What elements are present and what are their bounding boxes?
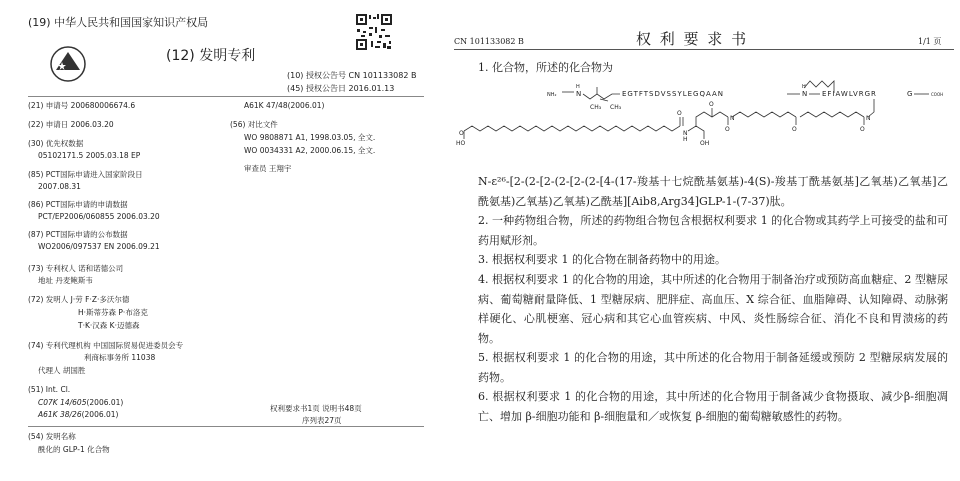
field-agent: 代理人 胡国胜 [38, 366, 86, 375]
field-filing-date: (22) 申请日 2006.03.20 [28, 120, 114, 129]
peptide-end: G [907, 90, 913, 98]
svg-text:N: N [802, 90, 808, 98]
svg-text:CH₃: CH₃ [590, 104, 602, 111]
ipc-a61k: A61K 47/48(2006.01) [244, 101, 325, 110]
grant-number: (10) 授权公告号 CN 101133082 B [287, 71, 417, 80]
svg-text:NH₂: NH₂ [547, 92, 557, 98]
svg-text:H: H [576, 84, 580, 90]
svg-text:HO: HO [456, 140, 466, 147]
field-inventors-3: T·K·汉森 K·迈德森 [78, 321, 140, 330]
svg-text:N: N [576, 90, 582, 98]
svg-text:N: N [730, 115, 735, 122]
field-inventors: (72) 发明人 J·劳 F·Z·多沃尔德 [28, 295, 130, 304]
claims-page-number: 1/1 页 [918, 37, 942, 46]
claim-3: 3. 根据权利要求 1 的化合物在制备药物中的用途。 [478, 253, 726, 266]
svg-text:O: O [725, 126, 730, 133]
office-header: (19) 中华人民共和国国家知识产权局 [28, 16, 209, 29]
page-counts: 权利要求书1页 说明书48页 [270, 404, 362, 413]
grant-date: (45) 授权公告日 2016.01.13 [287, 84, 395, 93]
claims-page [450, 0, 960, 481]
field-patentee: (73) 专利权人 诺和诺德公司 [28, 264, 124, 273]
claims-section-title: 权 利 要 求 书 [636, 30, 749, 48]
field-pct-application-value: PCT/EP2006/060855 2006.03.20 [38, 212, 160, 221]
citation-1: WO 9808871 A1, 1998.03.05, 全文. [244, 133, 376, 142]
peptide-sequence-2: EFIAWLVRGR [822, 90, 877, 98]
svg-text:O: O [459, 130, 464, 137]
citations-label: (56) 对比文件 [230, 120, 278, 129]
field-agency: (74) 专利代理机构 中国国际贸易促进委员会专 [28, 341, 184, 350]
peptide-sequence-1: EGTFTSDVSSYLEGQAAN [622, 90, 724, 98]
field-pct-publication-value: WO2006/097537 EN 2006.09.21 [38, 242, 160, 251]
doc-type-title: (12) 发明专利 [166, 48, 256, 64]
field-national-phase-value: 2007.08.31 [38, 182, 81, 191]
claim-6: 6. 根据权利要求 1 的化合物的用途，其中所述的化合物用于制备减少食物摄取、减少β-细胞凋亡、增加 β-细胞功能和 β-细胞量和／或恢复 β-细胞的葡萄糖敏感性的药物。 [478, 390, 948, 423]
claims-doc-no: CN 101133082 B [454, 37, 524, 46]
field-pct-application-label: (86) PCT国际申请的申请数据 [28, 200, 128, 209]
field-int-cl-2: A61K 38/26(2006.01) [38, 410, 119, 419]
claims-header-rule [454, 49, 954, 50]
field-address: 地址 丹麦鲍斯韦 [38, 276, 93, 285]
field-int-cl-1: C07K 14/605(2006.01) [38, 398, 124, 407]
svg-text:O: O [677, 110, 682, 117]
header-divider [28, 96, 424, 97]
claim-1-intro: 1. 化合物，所述的化合物为 [478, 61, 613, 74]
qr-code-icon [355, 13, 393, 51]
field-national-phase-label: (85) PCT国际申请进入国家阶段日 [28, 170, 143, 179]
svg-text:O: O [860, 126, 865, 133]
cooh-terminus: COOH [931, 92, 944, 97]
invention-title: 酰化的 GLP-1 化合物 [38, 445, 110, 454]
citation-2: WO 0034331 A2, 2000.06.15, 全文. [244, 146, 376, 155]
claim-4: 4. 根据权利要求 1 的化合物的用途，其中所述的化合物用于制备治疗或预防高血糖症、2 型糖尿病、葡萄糖耐量降低、1 型糖尿病、肥胖症、高血压、X 综合征、血脂障碍、认知障碍、动脉粥样硬化、心肌梗塞、冠心病和其它心血管疾病、中风、炎性肠综合征、消化不良和胃溃疡的药物。 [478, 273, 948, 345]
field-inventors-2: H·斯蒂芬森 P·布洛克 [78, 308, 148, 317]
svg-text:N: N [866, 115, 871, 122]
field-priority-label: (30) 优先权数据 [28, 139, 84, 148]
svg-text:H: H [802, 84, 806, 90]
svg-text:CH₃: CH₃ [610, 104, 622, 111]
title-label: (54) 发明名称 [28, 432, 76, 441]
field-agency-2: 利商标事务所 11038 [84, 353, 156, 362]
field-pct-publication-label: (87) PCT国际申请的公布数据 [28, 230, 128, 239]
svg-text:OH: OH [700, 140, 710, 147]
field-application-no: (21) 申请号 200680006674.6 [28, 101, 136, 110]
svg-text:N: N [683, 130, 688, 137]
claim-1-description: N-ε²⁶-[2-(2-[2-(2-[2-(2-[4-(17-羧基十七烷酰基氨基)-4(S)-羧基丁酰基氨基]乙氧基)乙氧基]乙酰氨基)乙氧基)乙氧基)乙酰基][Aib8,Arg34]GLP-1-(7-37)肽。 [478, 175, 948, 208]
claim-5: 5. 根据权利要求 1 的化合物的用途，其中所述的化合物用于制备延缓或预防 2 型糖尿病发展的药物。 [478, 351, 948, 384]
svg-text:O: O [709, 101, 714, 108]
svg-text:H: H [683, 136, 688, 143]
field-priority-value: 05102171.5 2005.03.18 EP [38, 151, 141, 160]
sequence-pages: 序列表27页 [302, 416, 342, 425]
patent-front-page [0, 0, 450, 481]
svg-text:O: O [792, 126, 797, 133]
examiner: 审查员 王翔宇 [244, 164, 292, 173]
cnipa-emblem-icon [48, 44, 88, 84]
compound-structure-diagram [450, 75, 960, 170]
footer-divider [28, 426, 424, 427]
claim-2: 2. 一种药物组合物，所述的药物组合物包含根据权利要求 1 的化合物或其药学上可接受的盐和可药用赋形剂。 [478, 214, 948, 247]
field-int-cl-label: (51) Int. Cl. [28, 385, 71, 394]
